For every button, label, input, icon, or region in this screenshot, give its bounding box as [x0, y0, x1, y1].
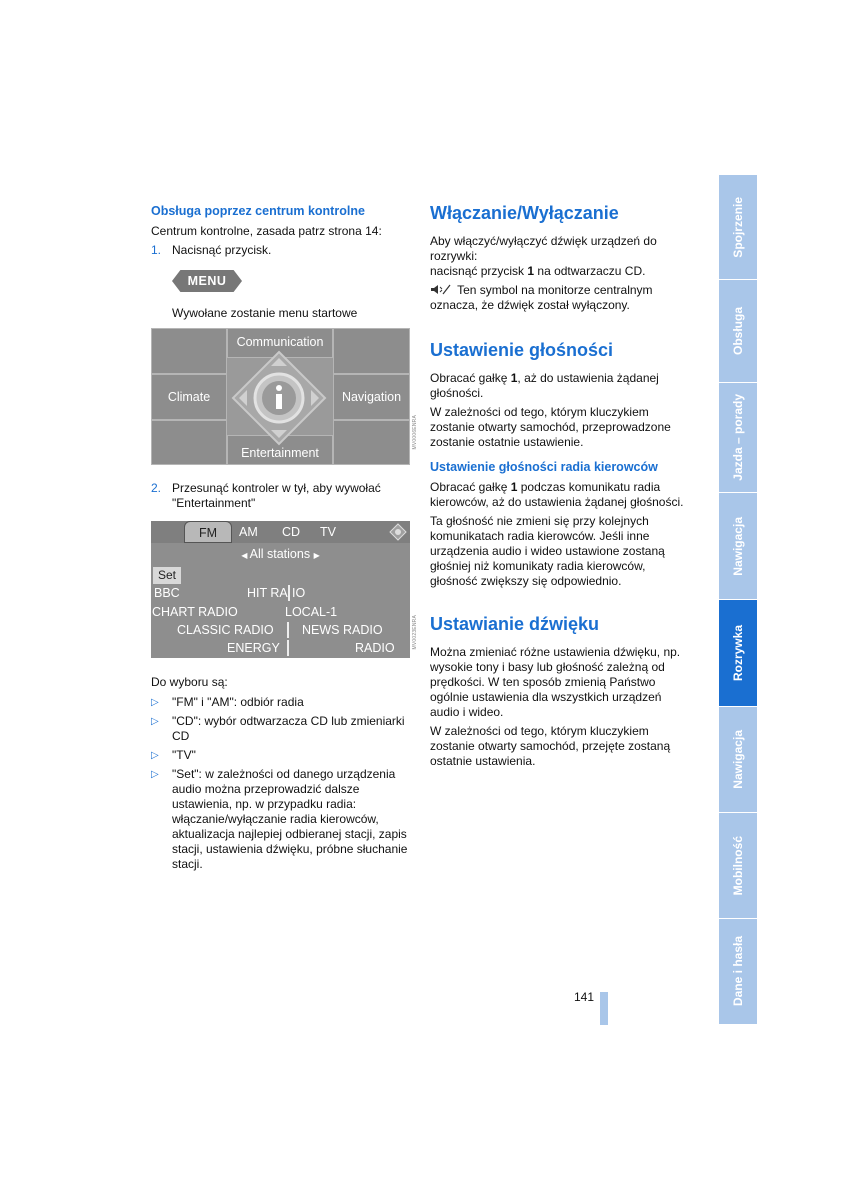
menu-button-icon	[172, 270, 242, 292]
side-tab-mobilnosc[interactable]: Mobilność	[719, 813, 757, 919]
step-text: Przesunąć kontroler w tył, aby wywołać "Entertainment"	[172, 481, 381, 510]
left-column	[151, 204, 413, 325]
station-news-radio: NEWS RADIO	[302, 623, 383, 637]
station-classic-radio: CLASSIC RADIO	[177, 623, 274, 637]
controller-icon	[389, 523, 407, 541]
tab-am: AM	[239, 525, 258, 539]
entertainment-screenshot	[151, 521, 410, 658]
choice-item	[151, 695, 413, 710]
choice-text: "CD": wybór odtwarzacza CD lub zmieniarki CD	[172, 714, 405, 743]
menu-cell-empty	[151, 420, 227, 465]
paragraph: Ta głośność nie zmieni się przy kolejnych komunikatach radia kierowców. Jeśli inne urządzenia audio i wideo ustawione zostaną głośniej niż komunikaty radia kierowców, głośność zwiększy się odpowiednio.	[430, 514, 665, 588]
all-stations-row	[151, 545, 410, 563]
heading-on-off: Włączanie/Wyłączanie	[430, 203, 619, 223]
choices-intro: Do wyboru są:	[151, 675, 228, 689]
station-row	[151, 639, 410, 657]
tab-fm: FM	[184, 521, 232, 543]
station-bbc: BBC	[154, 586, 180, 600]
section-heading: Obsługa poprzez centrum kontrolne	[151, 204, 365, 218]
arrow-left-icon: ◀	[241, 551, 250, 560]
menu-cell-empty	[333, 420, 410, 465]
station-row	[151, 584, 410, 602]
cursor-bar	[287, 622, 289, 638]
page-marker-bar	[600, 992, 608, 1025]
triangle-bullet-icon: ▷	[151, 769, 159, 780]
all-stations-label: All stations	[249, 547, 311, 561]
tab-cd: CD	[282, 525, 301, 539]
paragraph: Można zmieniać różne ustawienia dźwięku, np. wysokie tony i basy lub głośność zależną od prędkości. W ten sposób zmienią Państwo ogólnie ustawienia dla wszystkich urządzeń audio i wideo.	[430, 645, 681, 719]
choice-item	[151, 714, 413, 744]
menu-item-climate: Climate	[151, 374, 227, 420]
station-chart-radio: CHART RADIO	[152, 605, 238, 619]
paragraph: W zależności od tego, którym kluczykiem zostanie otwarty samochód, przejęte zostaną ostatnie ustawienia.	[430, 724, 671, 768]
choice-item	[151, 767, 413, 872]
tab-tv: TV	[320, 525, 336, 539]
menu-cell-empty	[151, 328, 227, 374]
menu-label: MENU	[187, 274, 227, 288]
menu-cell-empty	[333, 328, 410, 374]
paragraph: Ten symbol na monitorze centralnym oznacza, że dźwięk został wyłączony.	[430, 283, 653, 312]
station-local-1: LOCAL-1	[285, 605, 338, 619]
station-radio: RADIO	[355, 641, 395, 655]
side-tab-nawigacja-2[interactable]: Nawigacja	[719, 707, 757, 813]
figure-code: MV0023ENRA	[412, 615, 418, 650]
menu-item-entertainment: Entertainment	[227, 435, 333, 465]
side-tab-spojrzenie[interactable]: Spojrzenie	[719, 175, 757, 280]
choice-text: "TV"	[172, 748, 196, 762]
side-tab-rozrywka[interactable]: Rozrywka	[719, 600, 757, 707]
station-row	[151, 603, 410, 621]
caption: Wywołane zostanie menu startowe	[172, 306, 358, 320]
set-button: Set	[153, 567, 181, 584]
station-hit-radio-end: IO	[292, 586, 306, 600]
side-tab-nawigacja[interactable]: Nawigacja	[719, 493, 757, 600]
paragraph: Aby włączyć/wyłączyć dźwięk urządzeń do rozrywki:	[430, 234, 657, 263]
choice-text: "Set": w zależności od danego urządzenia audio można przeprowadzić dalsze ustawienia, np. w przypadku radia: włączanie/wyłączanie radia kierowców, aktualizacja najlepiej odbieranej stacji, zapis stacji, ustawienia dźwięku, próbne słuchanie stacji.	[172, 767, 408, 871]
figure-code: MV0006ENRA	[412, 415, 418, 450]
cursor-bar	[287, 640, 289, 656]
station-energy: ENERGY	[227, 641, 280, 655]
step-number: 1.	[151, 243, 162, 257]
paragraph: W zależności od tego, którym kluczykiem zostanie otwarty samochód, przeprowadzone zostanie ostatnie ustawienie.	[430, 405, 671, 449]
triangle-bullet-icon: ▷	[151, 716, 159, 727]
page-number: 141	[574, 990, 595, 1004]
start-menu-screenshot	[151, 328, 410, 465]
step-1	[151, 243, 413, 258]
menu-item-navigation: Navigation	[333, 374, 410, 420]
step-number: 2.	[151, 481, 162, 495]
triangle-bullet-icon: ▷	[151, 697, 159, 708]
choice-text: "FM" i "AM": odbiór radia	[172, 695, 304, 709]
source-tabs	[151, 521, 410, 543]
side-tab-dane-hasla[interactable]: Dane i hasła	[719, 919, 757, 1025]
step-text: Nacisnąć przycisk.	[172, 243, 272, 257]
paragraph: nacisnąć przycisk 1 na odtwarzaczu CD.	[430, 264, 646, 278]
station-hit-radio: HIT RA	[247, 586, 288, 600]
right-column	[430, 202, 692, 773]
mute-icon	[430, 284, 454, 295]
side-tab-jazda-porady[interactable]: Jazda – porady	[719, 383, 757, 493]
intro-text: Centrum kontrolne, zasada patrz strona 14:	[151, 224, 382, 238]
side-tab-obsluga[interactable]: Obsługa	[719, 280, 757, 383]
station-row	[151, 621, 410, 639]
step-2	[151, 481, 413, 515]
heading-sound: Ustawianie dźwięku	[430, 614, 600, 634]
triangle-bullet-icon: ▷	[151, 750, 159, 761]
choices-section	[151, 675, 413, 876]
controller-info-icon	[231, 350, 327, 446]
heading-volume: Ustawienie głośności	[430, 340, 614, 360]
cursor-bar	[288, 585, 290, 601]
paragraph: Obracać gałkę 1, aż do ustawienia żądanej głośności.	[430, 371, 659, 400]
paragraph: Obracać gałkę 1 podczas komunikatu radia kierowców, aż do ustawienia żądanej głośności.	[430, 480, 684, 509]
arrow-right-icon: ▶	[313, 551, 320, 560]
menu-item-communication: Communication	[227, 328, 333, 358]
heading-traffic-volume: Ustawienie głośności radia kierowców	[430, 460, 658, 474]
choice-item	[151, 748, 413, 763]
